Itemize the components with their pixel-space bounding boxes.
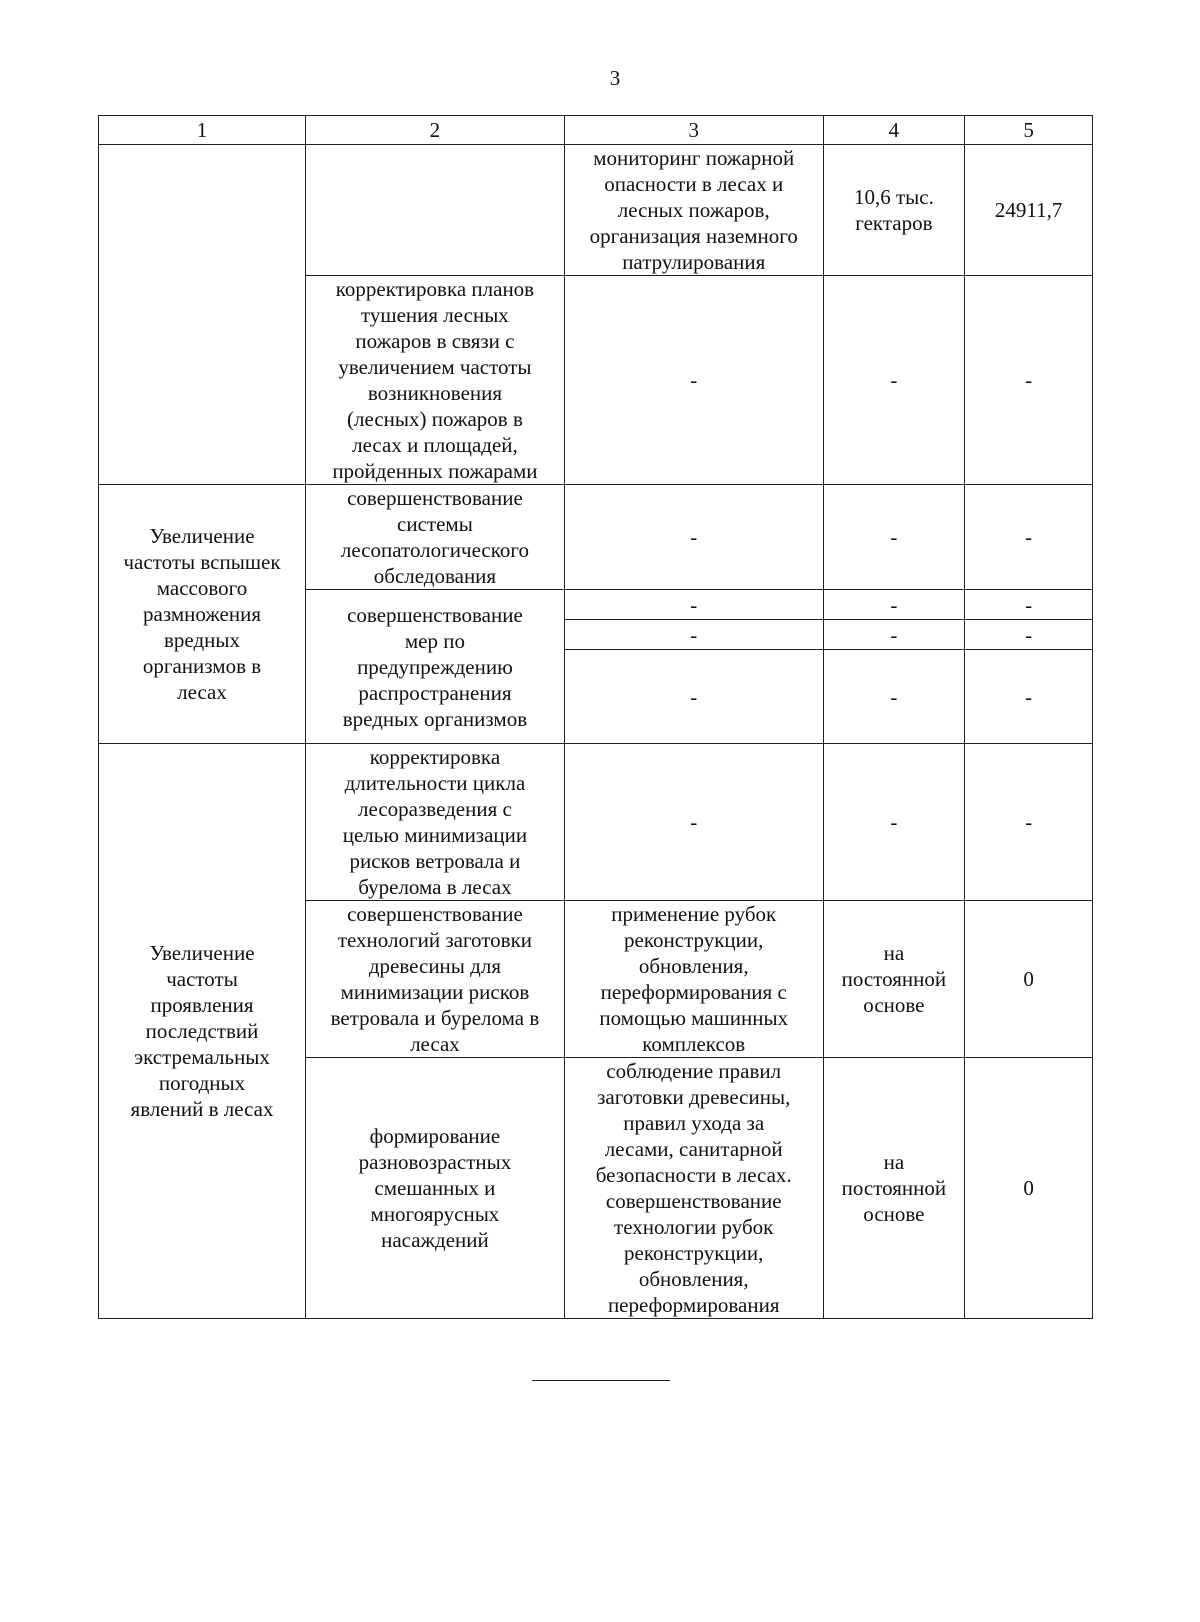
- cost-cell: -: [965, 650, 1093, 744]
- measure-cell: мониторинг пожарной опасности в лесах и лесных пожаров, организация наземного патрулирования: [564, 145, 823, 276]
- adaptation-cell: совершенствование мер по предупреждению распространения вредных организмов: [306, 590, 565, 744]
- measure-cell: -: [564, 744, 823, 901]
- cost-cell: -: [965, 744, 1093, 901]
- adaptation-cell: совершенствование системы лесопатологического обследования: [306, 485, 565, 590]
- table-header-row: [99, 116, 1093, 145]
- measure-cell: применение рубок реконструкции, обновления, переформирования с помощью машинных комплексов: [564, 901, 823, 1058]
- risk-cell: Увеличение частоты проявления последствий экстремальных погодных явлений в лесах: [99, 744, 306, 1319]
- header-col-1: 1: [99, 116, 306, 145]
- table-row: [99, 744, 1093, 901]
- measures-table: [98, 115, 1093, 1319]
- volume-cell: -: [823, 485, 965, 590]
- cost-cell: 24911,7: [965, 145, 1093, 276]
- table-row: [99, 485, 1093, 590]
- cost-cell: -: [965, 276, 1093, 485]
- table-row: [99, 145, 1093, 276]
- adaptation-cell: корректировка длительности цикла лесоразведения с целью минимизации рисков ветровала и бурелома в лесах: [306, 744, 565, 901]
- adaptation-cell: формирование разновозрастных смешанных и многоярусных насаждений: [306, 1058, 565, 1319]
- risk-cell: Увеличение частоты вспышек массового размножения вредных организмов в лесах: [99, 485, 306, 744]
- header-col-3: 3: [564, 116, 823, 145]
- cost-cell: -: [965, 590, 1093, 620]
- measure-cell: -: [564, 590, 823, 620]
- measure-cell: -: [564, 650, 823, 744]
- measure-cell: -: [564, 485, 823, 590]
- cost-cell: 0: [965, 901, 1093, 1058]
- risk-cell-continued: [99, 145, 306, 485]
- volume-cell: -: [823, 590, 965, 620]
- end-of-document-rule: [532, 1380, 670, 1381]
- cost-cell: 0: [965, 1058, 1093, 1319]
- header-col-4: 4: [823, 116, 965, 145]
- measure-cell: соблюдение правил заготовки древесины, правил ухода за лесами, санитарной безопасности в лесах. совершенствование технологии рубок реконструкции, обновления, переформирования: [564, 1058, 823, 1319]
- volume-cell: -: [823, 650, 965, 744]
- cost-cell: -: [965, 485, 1093, 590]
- volume-cell: 10,6 тыс. гектаров: [823, 145, 965, 276]
- measure-cell: -: [564, 276, 823, 485]
- adaptation-cell: корректировка планов тушения лесных пожаров в связи с увеличением частоты возникновения (лесных) пожаров в лесах и площадей, пройденных пожарами: [306, 276, 565, 485]
- volume-cell: -: [823, 744, 965, 901]
- measure-cell: -: [564, 620, 823, 650]
- cost-cell: -: [965, 620, 1093, 650]
- volume-cell: -: [823, 276, 965, 485]
- adaptation-cell-continued: [306, 145, 565, 276]
- header-col-2: 2: [306, 116, 565, 145]
- page-number: 3: [609, 66, 621, 90]
- volume-cell: на постоянной основе: [823, 901, 965, 1058]
- volume-cell: -: [823, 620, 965, 650]
- adaptation-cell: совершенствование технологий заготовки древесины для минимизации рисков ветровала и бурелома в лесах: [306, 901, 565, 1058]
- volume-cell: на постоянной основе: [823, 1058, 965, 1319]
- header-col-5: 5: [965, 116, 1093, 145]
